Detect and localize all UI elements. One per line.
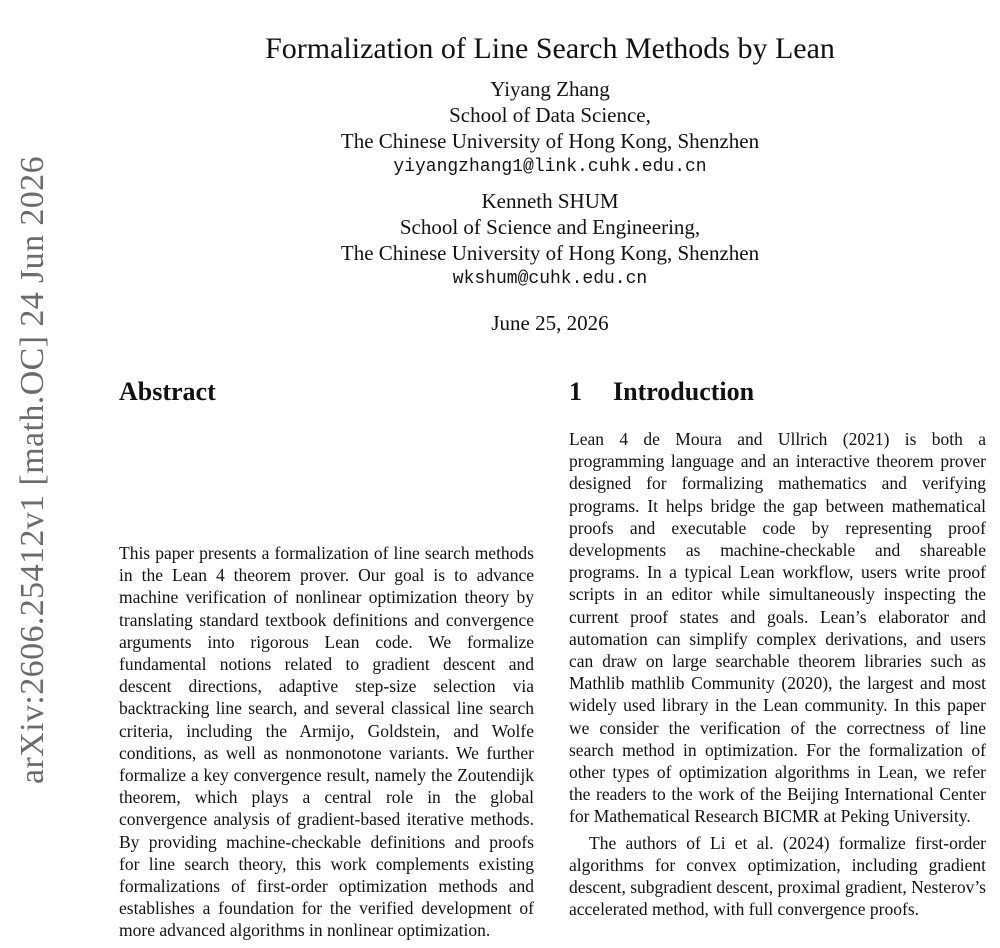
abstract-text: This paper presents a formalization of line search methods in the Lean 4 theorem prover. Our goal is to advance machine verification of nonlinear optimization theory by translating standard textbook definitions and convergence arguments into rigorous Lean code. We formalize fundamental notions related to gradient descent and descent directions, adaptive step-size selection via backtracking line search, and several classical line search criteria, including the Armijo, Goldstein, and Wolfe conditions, as well as nonmonotone variants. We further formalize a key convergence result, namely the Zoutendijk theorem, which plays a central role in the global convergence analysis of gradient-based iterative methods. By providing machine-checkable definitions and proofs for line search theory, this work complements existing formalizations of first-order optimization methods and establishes a foundation for the verified development of more advanced algorithms in nonlinear optimization. [119,543,534,941]
author-name: Kenneth SHUM [481,189,619,213]
author-name: Yiyang Zhang [490,77,610,101]
paper-date: June 25, 2026 [491,311,609,335]
author-email: yiyangzhang1@link.cuhk.edu.cn [393,157,707,177]
section-number: 1 [569,377,582,406]
section-title: Introduction [613,377,755,406]
author-list [140,76,960,292]
abstract-column [119,372,534,942]
introduction-heading [569,372,986,412]
introduction-column [569,372,986,920]
arxiv-sidebar-stamp [8,120,58,820]
author-affiliation: The Chinese University of Hong Kong, Shenzhen [340,241,760,265]
author-block-1 [140,76,960,180]
author-email: wkshum@cuhk.edu.cn [452,269,648,289]
introduction-paragraph-2: The authors of Li et al. (2024) formalize first-order algorithms for convex optimization, including gradient descent, subgradient descent, proximal gradient, Nesterov’s accelerated method, with full convergence proofs. [569,832,986,920]
arxiv-identifier: arXiv:2606.25412v1 [math.OC] 24 Jun 2026 [14,156,52,784]
introduction-paragraph-1: Lean 4 de Moura and Ullrich (2021) is both a programming language and an interactive theorem prover designed for formalizing mathematics and verifying programs. It helps bridge the gap between mathematical proofs and executable code by representing proof developments as machine-checkable and shareable programs. In a typical Lean workflow, users write proof scripts in an editor while simultaneously inspecting the current proof states and goals. Lean’s elaborator and automation can simplify complex derivations, and users can draw on large searchable theorem libraries such as Mathlib mathlib Community (2020), the largest and most widely used library in the Lean community. In this paper we consider the verification of the correctness of line search method in optimization. For the formalization of other types of optimization algorithms in Lean, we refer the readers to the work of the Beijing International Center for Mathematical Research BICMR at Peking University. [569,429,986,827]
author-block-2 [140,188,960,292]
author-affiliation: School of Data Science, [449,103,651,127]
author-affiliation: School of Science and Engineering, [399,215,701,239]
abstract-heading: Abstract [119,377,216,406]
paper-title: Formalization of Line Search Methods by Lean [265,32,835,66]
author-affiliation: The Chinese University of Hong Kong, Shenzhen [340,129,760,153]
